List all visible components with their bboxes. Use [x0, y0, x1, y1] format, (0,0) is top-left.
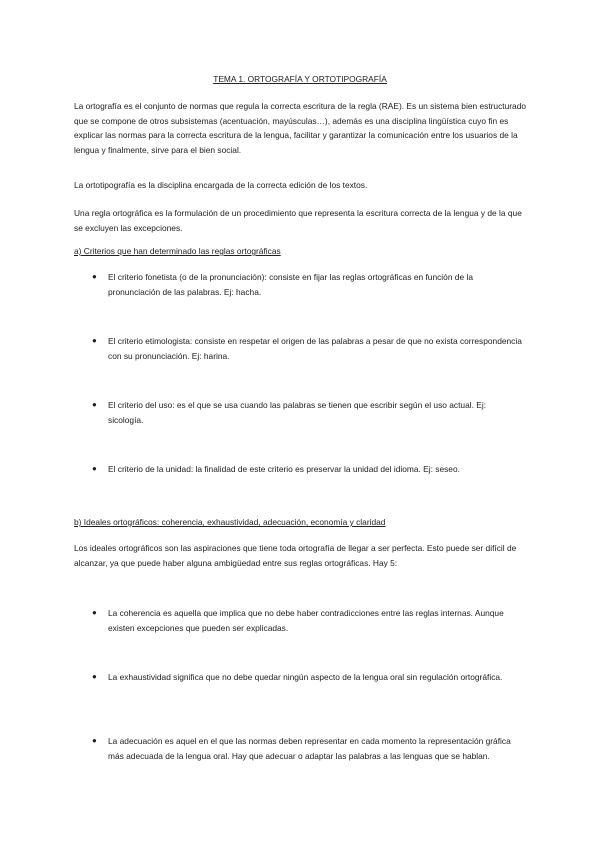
- bullet-icon: ●: [92, 336, 97, 345]
- bullet-icon: ●: [92, 272, 97, 281]
- ideal-coherencia: La coherencia es aquella que implica que no debe haber contradicciones entre las reglas internas. Aunque existen excepciones que pueden ser explicadas.: [108, 608, 504, 633]
- section-a-heading: a) Criterios que han determinado las reglas ortográficas: [74, 246, 281, 256]
- intro-paragraph-3: Una regla ortográfica es la formulación de un procedimiento que representa la escritura correcta de la lengua y de la que se excluyen las excepciones.: [74, 208, 522, 233]
- ideal-adecuacion: La adecuación es aquel en el que las normas deben representar en cada momento la representación gráfica más adecuada de la lengua oral. Hay que adecuar o adaptar las palabras a las lenguas que se hablan.: [108, 736, 511, 761]
- bullet-icon: ●: [92, 672, 97, 681]
- bullet-icon: ●: [92, 464, 97, 473]
- ideal-exhaustividad: La exhaustividad significa que no debe quedar ningún aspecto de la lengua oral sin regulación ortográfica.: [108, 672, 503, 682]
- bullet-icon: ●: [92, 608, 97, 617]
- bullet-icon: ●: [92, 400, 97, 409]
- document-title: TEMA 1. ORTOGRAFÍA Y ORTOTIPOGRAFÍA: [213, 74, 387, 84]
- section-b-heading: b) Ideales ortográficos: coherencia, exhaustividad, adecuación, economía y claridad: [74, 517, 386, 527]
- intro-paragraph-2: La ortotipografía es la disciplina encargada de la correcta edición de los textos.: [74, 180, 368, 190]
- intro-paragraph-1: La ortografía es el conjunto de normas que regula la correcta escritura de la regla (RAE). Es un sistema bien estructurado que se compone de otros subsistemas (acentuación, mayúsculas…), además es una disciplina lingüística cuyo fin es explicar las normas para la correcta escritura de la lengua, facilitar y garantizar la comunicación entre los usuarios de la lengua y finalmente, sirve para el bien social.: [74, 101, 527, 155]
- criterion-etimologista: El criterio etimologista: consiste en respetar el origen de las palabras a pesar de que no exista correspondencia con su pronunciación. Ej: harina.: [108, 336, 522, 361]
- bullet-icon: ●: [92, 736, 97, 745]
- criterion-uso: El criterio del uso: es el que se usa cuando las palabras se tienen que escribir según el uso actual. Ej: sicología.: [108, 400, 487, 425]
- criterion-fonetista: El criterio fonetista (o de la pronunciación): consiste en fijar las reglas ortográficas en función de la pronunciación de las palabras. Ej: hacha.: [108, 272, 473, 297]
- section-b-intro: Los ideales ortográficos son las aspiraciones que tiene toda ortografía de llegar a ser perfecta. Esto puede ser difícil de alcanzar, ya que puede haber alguna ambigüedad entre sus reglas ortográficas. Hay 5:: [74, 543, 517, 568]
- criterion-unidad: El criterio de la unidad: la finalidad de este criterio es preservar la unidad del idioma. Ej: seseo.: [108, 464, 460, 474]
